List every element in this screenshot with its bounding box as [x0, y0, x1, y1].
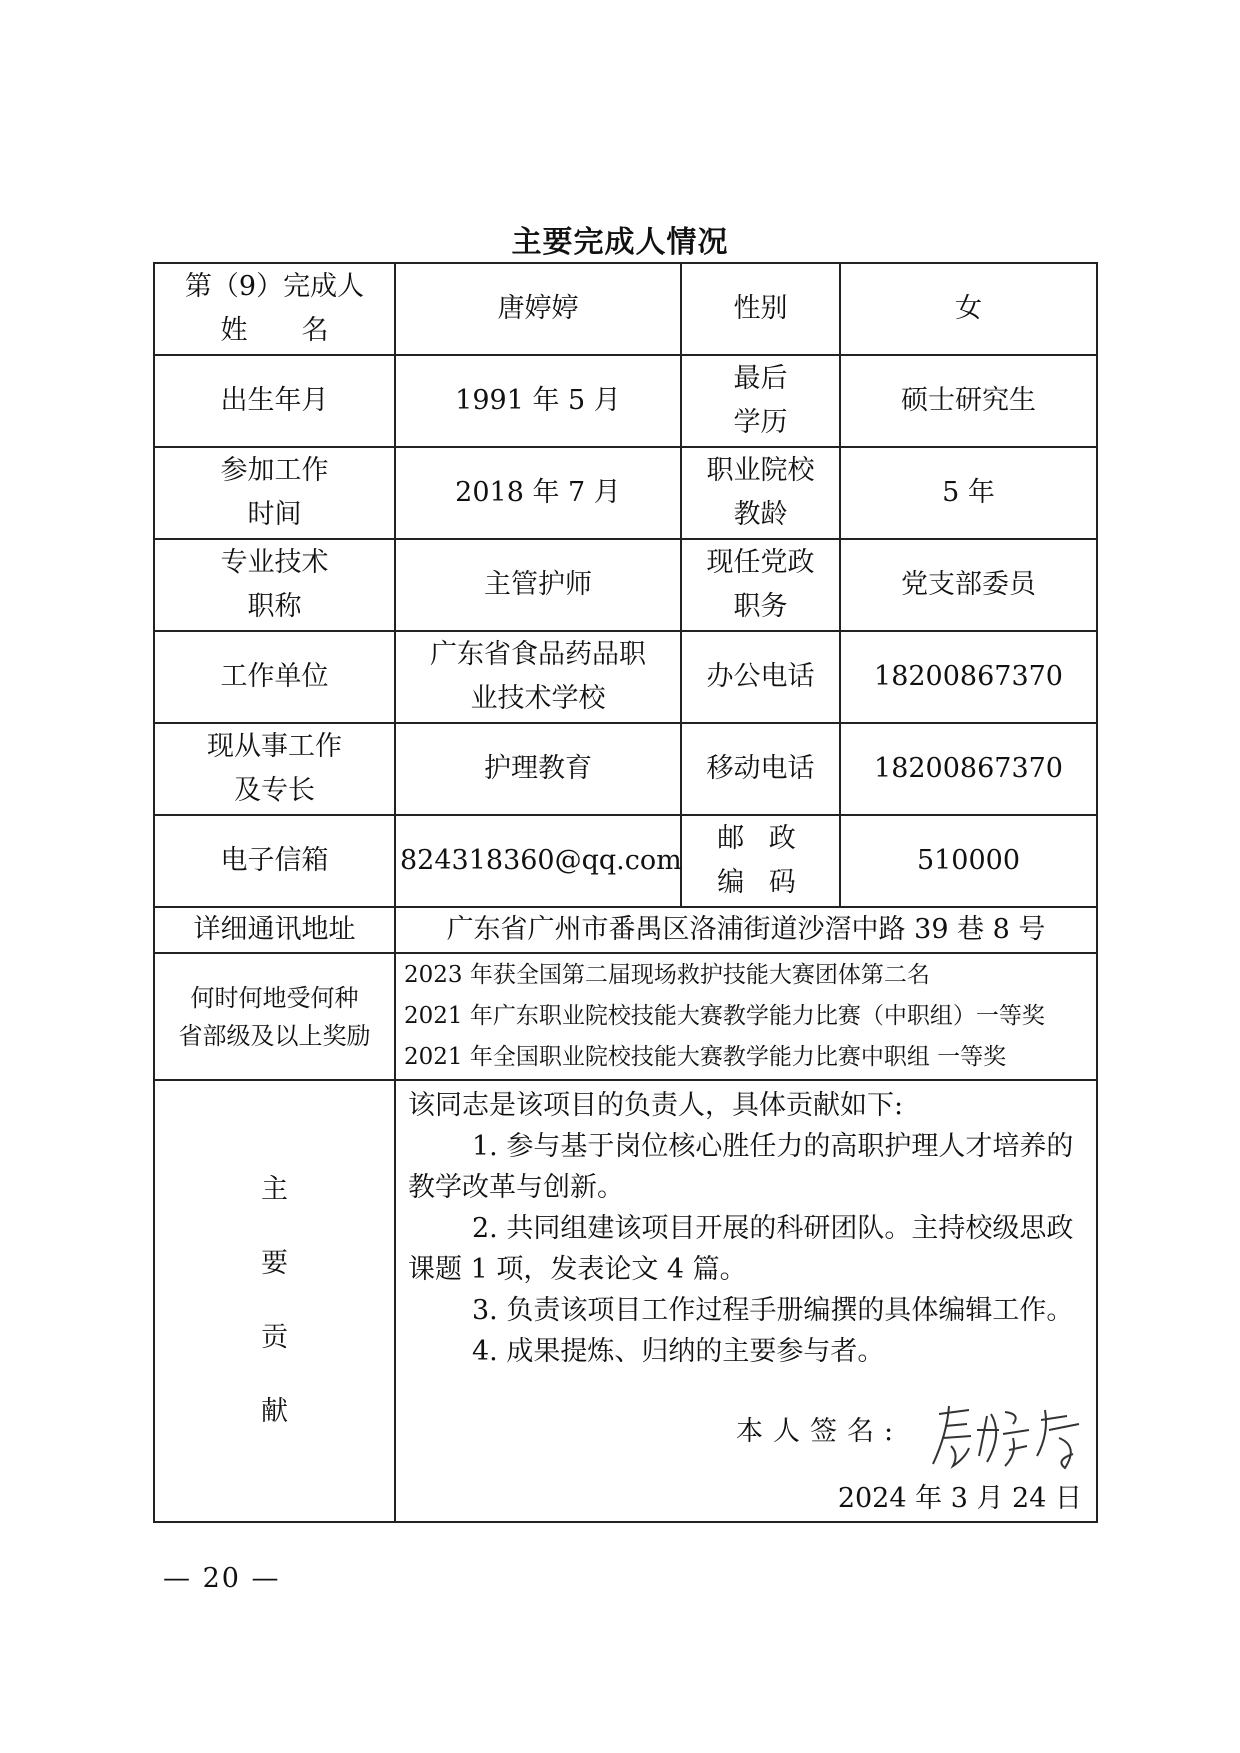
- table-row: [154, 907, 1097, 953]
- office-phone-label: 办公电话: [681, 631, 840, 723]
- contribution-label-char: 贡: [261, 1322, 288, 1353]
- page-title: 主要完成人情况: [511, 225, 729, 260]
- education-label-line1: 最后: [733, 363, 788, 394]
- contribution-label-cell: [154, 1080, 395, 1522]
- contribution-item: 3. 负责该项目工作过程手册编撰的具体编辑工作。: [472, 1295, 1074, 1326]
- award-item: 2021 年广东职业院校技能大赛教学能力比赛（中职组）一等奖: [404, 1003, 1045, 1029]
- unit-value-line1: 广东省食品药品职: [430, 639, 646, 670]
- teaching-years-label-line2: 教龄: [733, 499, 788, 530]
- awards-label-cell: [154, 953, 395, 1080]
- table-row: [154, 355, 1097, 447]
- email-label: 电子信箱: [154, 815, 395, 907]
- name-label-cell: [154, 263, 395, 355]
- work-field-value: 护理教育: [395, 723, 681, 815]
- contribution-item: 4. 成果提炼、归纳的主要参与者。: [472, 1336, 885, 1367]
- birth-value: 1991 年 5 月: [395, 355, 681, 447]
- table-row: [154, 815, 1097, 907]
- mobile-label: 移动电话: [681, 723, 840, 815]
- gender-value: 女: [840, 263, 1097, 355]
- contribution-intro: 该同志是该项目的负责人，具体贡献如下:: [408, 1090, 904, 1121]
- signature-date: 2024 年 3 月 24 日: [837, 1483, 1082, 1514]
- zip-label-cell: [681, 815, 840, 907]
- work-field-label-cell: [154, 723, 395, 815]
- signature-image: [929, 1394, 1089, 1474]
- unit-value-line2: 业技术学校: [470, 683, 606, 714]
- contribution-item: 2. 共同组建该项目开展的科研团队。主持校级思政课题 1 项，发表论文 4 篇。: [408, 1213, 1074, 1285]
- name-label-line1: 第（9）完成人: [184, 271, 365, 302]
- address-value: 广东省广州市番禺区洛浦街道沙滘中路 39 巷 8 号: [395, 907, 1097, 953]
- zip-value: 510000: [840, 815, 1097, 907]
- pro-title-label-line2: 职称: [247, 591, 302, 622]
- work-field-label-line2: 及专长: [234, 775, 315, 806]
- pro-title-value: 主管护师: [395, 539, 681, 631]
- awards-label-line1: 何时何地受何种: [190, 983, 359, 1012]
- work-start-label-line2: 时间: [247, 499, 302, 530]
- office-phone-value: 18200867370: [840, 631, 1097, 723]
- awards-value-cell: [395, 953, 1097, 1080]
- personnel-info-table: [153, 262, 1098, 1523]
- signature-label: 本人签名:: [736, 1416, 904, 1447]
- education-value: 硕士研究生: [840, 355, 1097, 447]
- name-label-line2: 姓 名: [220, 315, 329, 346]
- pro-title-label-line1: 专业技术: [220, 547, 329, 578]
- award-item: 2023 年获全国第二届现场救护技能大赛团体第二名: [404, 962, 930, 988]
- birth-label: 出生年月: [154, 355, 395, 447]
- teaching-years-label-cell: [681, 447, 840, 539]
- contribution-content: [395, 1080, 1097, 1522]
- pro-title-label-cell: [154, 539, 395, 631]
- contribution-label-char: 要: [261, 1248, 288, 1279]
- table-row: [154, 723, 1097, 815]
- zip-label-line1: 邮 政: [717, 823, 804, 854]
- unit-label: 工作单位: [154, 631, 395, 723]
- table-row: [154, 631, 1097, 723]
- teaching-years-value: 5 年: [840, 447, 1097, 539]
- teaching-years-label-line1: 职业院校: [706, 455, 815, 486]
- table-row: [154, 953, 1097, 1080]
- awards-label-line2: 省部级及以上奖励: [178, 1021, 371, 1050]
- zip-label-line2: 编 码: [717, 867, 804, 898]
- table-row: [154, 539, 1097, 631]
- education-label-line2: 学历: [733, 407, 788, 438]
- contribution-item: 1. 参与基于岗位核心胜任力的高职护理人才培养的教学改革与创新。: [408, 1131, 1074, 1203]
- post-label-line1: 现任党政: [706, 547, 815, 578]
- work-start-value: 2018 年 7 月: [395, 447, 681, 539]
- contribution-label-char: 主: [261, 1174, 288, 1205]
- table-row: [154, 447, 1097, 539]
- page-number: — 20 —: [163, 1563, 281, 1594]
- post-value: 党支部委员: [840, 539, 1097, 631]
- education-label-cell: [681, 355, 840, 447]
- address-label: 详细通讯地址: [154, 907, 395, 953]
- unit-value-cell: [395, 631, 681, 723]
- table-row: [154, 263, 1097, 355]
- name-value: 唐婷婷: [395, 263, 681, 355]
- post-label-line2: 职务: [733, 591, 788, 622]
- work-field-label-line1: 现从事工作: [207, 731, 342, 762]
- gender-label: 性别: [681, 263, 840, 355]
- table-row: [154, 1080, 1097, 1522]
- work-start-label-cell: [154, 447, 395, 539]
- award-item: 2021 年全国职业院校技能大赛教学能力比赛中职组 一等奖: [404, 1044, 1007, 1070]
- contribution-label-char: 献: [261, 1396, 288, 1427]
- mobile-value: 18200867370: [840, 723, 1097, 815]
- work-start-label-line1: 参加工作: [220, 455, 329, 486]
- email-value: 824318360@qq.com: [395, 815, 681, 907]
- post-label-cell: [681, 539, 840, 631]
